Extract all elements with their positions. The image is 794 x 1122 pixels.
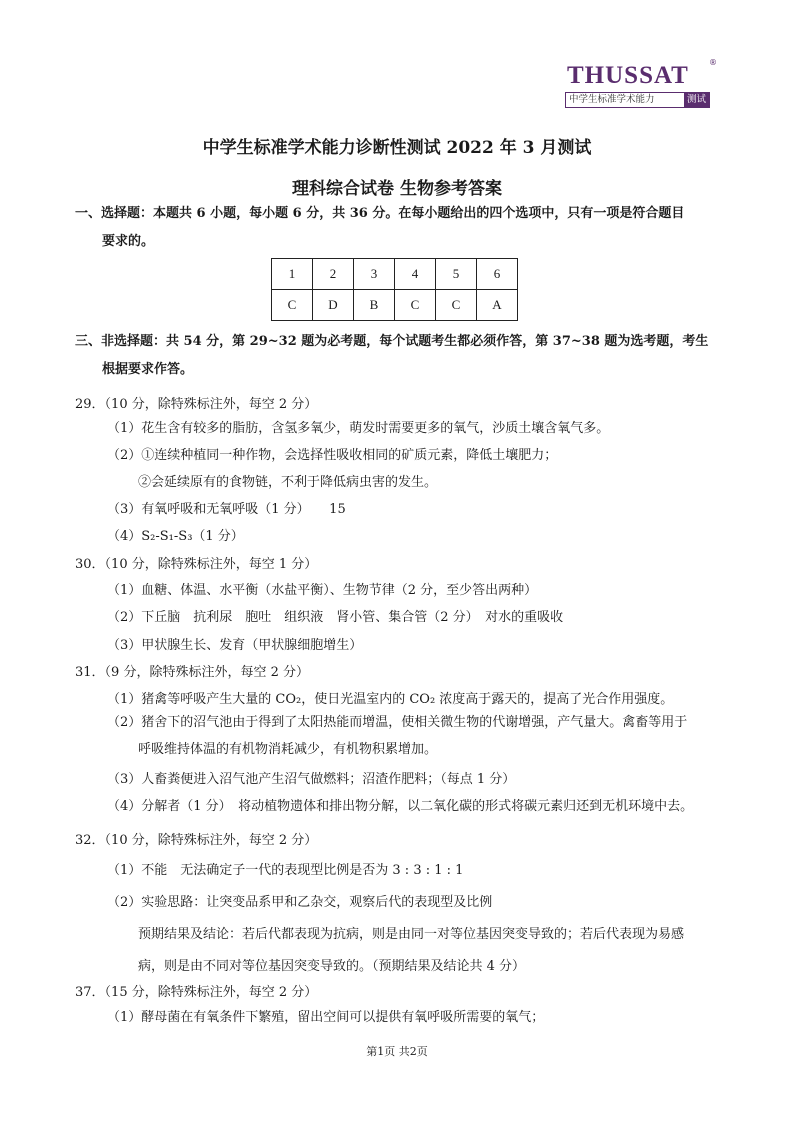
logo-subtitle-bar [565,92,710,108]
thussat-logo [565,58,715,110]
logo-brand: THUSSAT [567,62,689,89]
q32-part1: （1）不能 无法确定子一代的表现型比例是否为 3 : 3 : 1 : 1 [107,863,464,878]
q29-part2: （2）①连续种植同一种作物，会选择性吸收相同的矿质元素，降低土壤肥力； [107,448,558,463]
q32-part2-result-cont: 病，则是由不同对等位基因突变导致的。（预期结果及结论共 4 分） [138,959,526,974]
q37-header: 37．（15 分，除特殊标注外，每空 2 分） [75,985,318,1000]
table-cell: B [354,290,395,321]
table-cell: 2 [313,259,354,290]
q30-header: 30．（10 分，除特殊标注外，每空 1 分） [75,557,318,572]
table-cell: D [313,290,354,321]
q29-part1: （1）花生含有较多的脂肪，含氢多氧少，萌发时需要更多的氧气，沙质土壤含氧气多。 [107,421,610,436]
section3-heading-cont: 根据要求作答。 [102,362,194,377]
q29-part3: （3）有氧呼吸和无氧呼吸（1 分） 15 [107,502,346,517]
section1-heading: 一、选择题：本题共 6 小题，每小题 6 分，共 36 分。在每小题给出的四个选项中，只有一项是符合题目 [75,206,685,221]
table-cell: 3 [354,259,395,290]
table-cell: 4 [395,259,436,290]
q31-part4: （4）分解者（1 分） 将动植物遗体和排出物分解，以二氧化碳的形式将碳元素归还到无机环境中去。 [107,799,694,814]
logo-tag: 测试 [684,93,709,107]
table-cell: C [395,290,436,321]
q31-header: 31．（9 分，除特殊标注外，每空 2 分） [75,665,309,680]
q29-part4: （4）S₂-S₁-S₃（1 分） [107,529,244,544]
table-cell: C [436,290,477,321]
page-subtitle: 理科综合试卷 生物参考答案 [292,179,502,199]
q31-part3: （3）人畜粪便进入沼气池产生沼气做燃料；沼渣作肥料；（每点 1 分） [107,772,516,787]
q32-header: 32．（10 分，除特殊标注外，每空 2 分） [75,833,318,848]
table-cell: 5 [436,259,477,290]
q29-part2-cont: ②会延续原有的食物链，不利于降低病虫害的发生。 [138,475,438,490]
q31-part2-cont: 呼吸维持体温的有机物消耗减少，有机物积累增加。 [138,742,438,757]
q30-part1: （1）血糖、体温、水平衡（水盐平衡）、生物节律（2 分，至少答出两种） [107,583,538,598]
q31-part1: （1）猪禽等呼吸产生大量的 CO₂，使日光温室内的 CO₂ 浓度高于露天的，提高了光合作用强度。 [107,692,674,707]
section1-heading-cont: 要求的。 [102,234,155,249]
q32-part2-result: 预期结果及结论：若后代都表现为抗病，则是由同一对等位基因突变导致的；若后代表现为易感 [138,927,685,942]
logo-subtitle: 中学生标准学术能力 [569,94,655,105]
page-title: 中学生标准学术能力诊断性测试 2022 年 3 月测试 [202,138,592,158]
q30-part2: （2）下丘脑 抗利尿 胞吐 组织液 肾小管、集合管（2 分） 对水的重吸收 [107,610,564,625]
answer-table [271,258,518,321]
q32-part2: （2）实验思路：让突变品系甲和乙杂交，观察后代的表现型及比例 [107,895,493,910]
q37-part1: （1）酵母菌在有氧条件下繁殖，留出空间可以提供有氧呼吸所需要的氧气； [107,1010,545,1025]
table-cell: C [272,290,313,321]
page-footer: 第1页 共2页 [366,1045,428,1058]
section3-heading: 三、非选择题：共 54 分，第 29~32 题为必考题，每个试题考生都必须作答，第 37~38 题为选考题，考生 [75,334,709,349]
logo-registered-mark: ® [709,58,717,67]
table-cell: A [477,290,518,321]
table-cell: 1 [272,259,313,290]
table-cell: 6 [477,259,518,290]
answer-table-answers-row [272,290,518,321]
q29-header: 29．（10 分，除特殊标注外，每空 2 分） [75,397,318,412]
q30-part3: （3）甲状腺生长、发育（甲状腺细胞增生） [107,638,363,653]
answer-table-numbers-row [272,259,518,290]
q31-part2: （2）猪舍下的沼气池由于得到了太阳热能而增温，使相关微生物的代谢增强，产气量大。禽畜等用于 [107,715,688,730]
